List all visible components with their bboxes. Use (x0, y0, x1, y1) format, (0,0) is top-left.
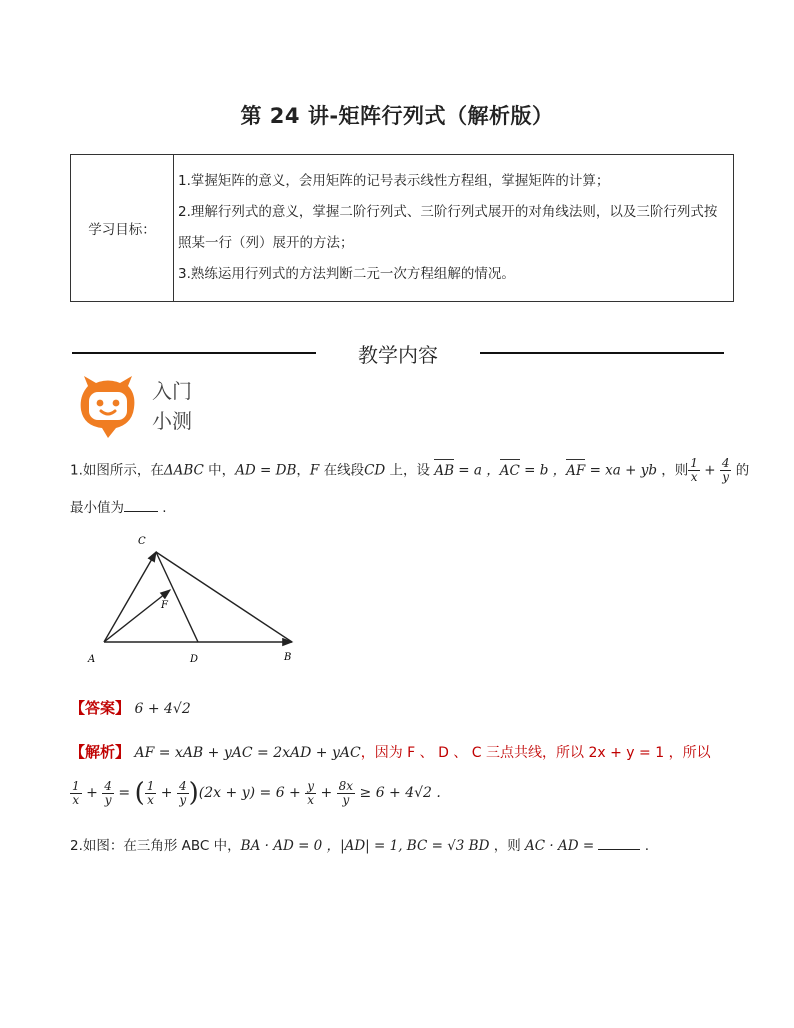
answer-blank[interactable] (598, 835, 640, 850)
learning-goals-content (174, 155, 734, 302)
q1-text: 1.如图所示，在 (70, 462, 164, 479)
q2-condition-2: |AD| = 1, BC = √3 BD (340, 838, 490, 854)
triangle-figure (84, 530, 304, 670)
question-1-line-2 (70, 497, 167, 518)
q1-vector-ac: AC (499, 462, 520, 479)
q2-condition: BA · AD = 0 ， (240, 838, 341, 854)
q2-text: . (640, 838, 650, 854)
q1-triangle: ΔABC (163, 462, 204, 479)
label-c: C (138, 536, 146, 547)
analysis-tag: 【解析】 (70, 743, 131, 761)
goal-item: 1.掌握矩阵的意义，会用矩阵的记号表示线性方程组，掌握矩阵的计算； (178, 173, 610, 189)
q1-fraction-1-over-x: $\frac{1}{x}$ (690, 456, 698, 484)
q1-eq-xy: = xa + yb (585, 462, 657, 479)
q1-vector-af: AF (566, 462, 586, 479)
q1-fraction-4-over-y: $\frac{4}{y}$ (721, 456, 730, 484)
analysis-expansion: (2x + y) = 6 + (198, 785, 306, 801)
analysis-fraction-4-over-y: $\frac{4}{y}$ (179, 778, 187, 807)
vector-ac-line (104, 552, 156, 642)
analysis-vector-equation: AF = xAB + yAC = 2xAD + yAC (134, 745, 361, 761)
q1-text: ， (296, 462, 310, 479)
q1-eq-a: = a ， (454, 462, 500, 479)
learning-goals-table (70, 154, 734, 302)
analysis-text: ，因为 F 、 D 、 C 三点共线，所以 2x + y = 1 ，所以 (360, 745, 711, 761)
q1-text: 在线段 (319, 462, 365, 479)
smiley-bubble-icon (74, 372, 142, 440)
q1-text: ，则 (657, 462, 689, 479)
section-title: 教学内容 (358, 343, 438, 367)
q1-eq-b: = b ， (519, 462, 567, 479)
answer-tag: 【答案】 (70, 699, 131, 717)
analysis-fraction-1-over-x: $\frac{1}{x}$ (72, 778, 80, 807)
label-b: B (284, 652, 292, 663)
divider-line-right (480, 352, 724, 354)
analysis-line-1 (70, 741, 711, 762)
question-1 (70, 457, 749, 484)
analysis-line-2: $\frac{1}{x}$ + $\frac{4}{y}$ = ( $\frac{1}{x}$ + $\frac{4}{y}$ )(2x + y) = 6 + $\frac{y}{x}$ + $\frac{8x}{y}$ ≥ 6 + 4√2 . (72, 778, 441, 808)
answer-blank[interactable] (124, 497, 158, 512)
answer-line (70, 697, 191, 718)
vector-af-line (104, 590, 170, 642)
goal-item: 3.熟练运用行列式的方法判断二元一次方程组解的情况。 (178, 266, 515, 282)
q1-text: . (158, 500, 167, 516)
section-divider (72, 338, 724, 368)
analysis-fraction-y-over-x: $\frac{y}{x}$ (307, 778, 315, 807)
badge-line-2: 小测 (152, 409, 192, 433)
badge-line-1: 入门 (152, 379, 192, 403)
section-badge-text (152, 376, 192, 436)
q1-segment-cd: CD (364, 462, 386, 479)
q1-vector-ab: AB (434, 462, 454, 479)
q2-text: 2.如图：在三角形 ABC 中， (70, 838, 241, 854)
q1-condition: AD = DB (235, 462, 297, 479)
q2-ask: AC · AD = (525, 838, 599, 854)
label-d: D (190, 654, 199, 665)
q1-text: 中， (203, 462, 236, 479)
analysis-fraction-8x-over-y: $\frac{8x}{y}$ (338, 778, 354, 807)
learning-goals-label: 学习目标： (71, 155, 174, 302)
label-f: F (161, 600, 168, 611)
question-2 (70, 835, 649, 856)
q1-point-f: F (309, 462, 320, 479)
q1-plus: + (699, 462, 720, 479)
page-title: 第 24 讲-矩阵行列式（解析版） (240, 104, 554, 128)
answer-value: 6 + 4√2 (134, 701, 191, 717)
q2-text: ，则 (489, 838, 526, 854)
analysis-result: ≥ 6 + 4√2 . (355, 785, 441, 801)
goal-item: 2.理解行列式的意义，掌握二阶行列式、三阶行列式展开的对角线法则，以及三阶行列式按照某一行（列）展开的方法； (178, 204, 718, 251)
analysis-fraction-4-over-y: $\frac{4}{y}$ (104, 778, 112, 807)
q1-text: 最小值为 (70, 500, 124, 516)
q1-text: 上，设 (385, 462, 435, 479)
analysis-fraction-1-over-x: $\frac{1}{x}$ (146, 778, 155, 807)
label-a: A (88, 654, 96, 665)
q1-text: 的 (731, 462, 750, 479)
